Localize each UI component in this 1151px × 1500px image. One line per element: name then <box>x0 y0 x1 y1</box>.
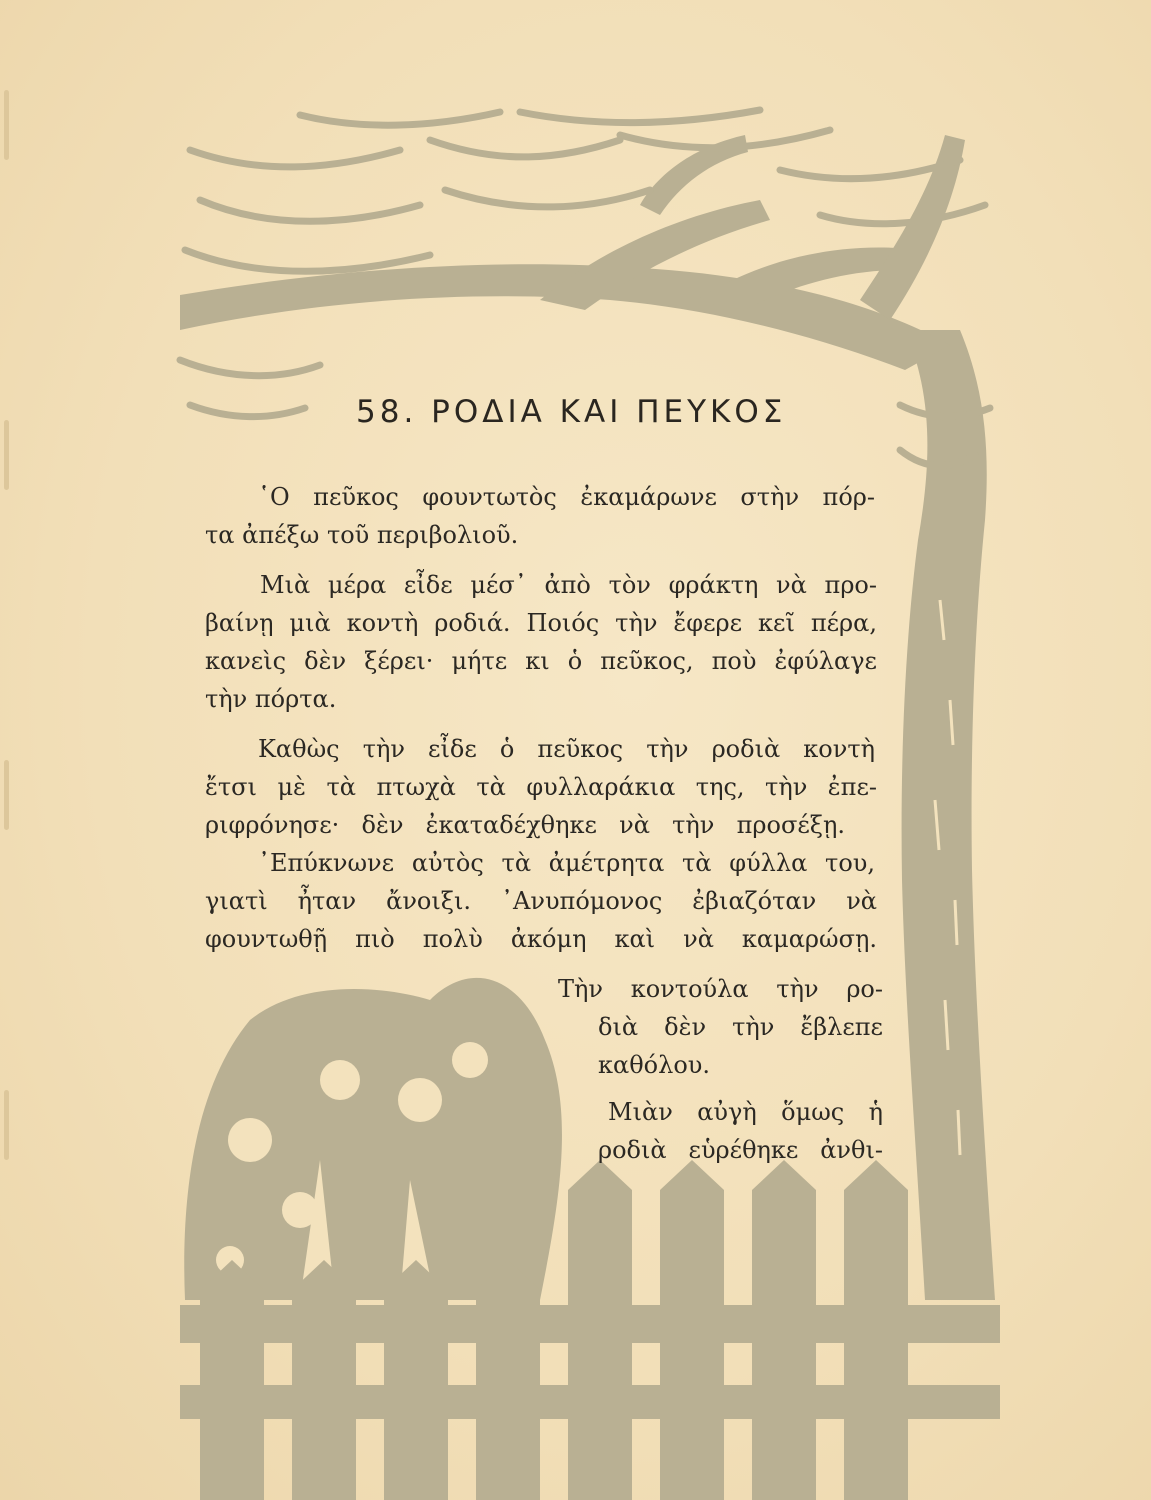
text-line: Τὴν κοντούλα τὴν ρο- <box>558 975 883 1003</box>
text-line: Μιὰν αὐγὴ ὅμως ἡ <box>608 1098 883 1126</box>
text-line: ριφρόνησε· δὲν ἐκαταδέχθηκε νὰ τὴν προσέξῃ. <box>205 811 845 839</box>
text-line: Μιὰ μέρα εἶδε μέσ᾿ ἀπὸ τὸν φράκτη νὰ προ- <box>260 571 877 599</box>
text-line: γιατὶ ἦταν ἄνοιξι. ᾿Ανυπόμονος ἐβιαζόταν νὰ <box>205 887 877 915</box>
text-line: καθόλου. <box>598 1051 710 1079</box>
text-line: ἔτσι μὲ τὰ πτωχὰ τὰ φυλλαράκια της, τὴν ἐπε- <box>205 773 877 801</box>
chapter-number: 58. <box>356 394 418 430</box>
chapter-title <box>356 394 786 430</box>
text-line: κανεὶς δὲν ξέρει· μήτε κι ὁ πεῦκος, ποὺ ἐφύλαγε <box>205 647 877 675</box>
text-line: ᾿Επύκνωνε αὐτὸς τὰ ἀμέτρητα τὰ φύλλα του, <box>258 849 875 877</box>
text-line: τα ἀπέξω τοῦ περιβολιοῦ. <box>205 521 519 549</box>
text-line: βαίνῃ μιὰ κοντὴ ροδιά. Ποιός τὴν ἔφερε κεῖ πέρα, <box>205 609 877 637</box>
text-line: φουντωθῇ πιὸ πολὺ ἀκόμη καὶ νὰ καμαρώσῃ. <box>205 925 877 953</box>
text-line: ροδιὰ εὑρέθηκε ἀνθι- <box>598 1136 883 1164</box>
text-line: Καθὼς τὴν εἶδε ὁ πεῦκος τὴν ροδιὰ κοντὴ <box>258 735 875 763</box>
chapter-heading: ΡΟΔΙΑ ΚΑΙ ΠΕΥΚΟΣ <box>431 394 787 430</box>
text-line: τὴν πόρτα. <box>205 685 337 713</box>
text-line: ῾Ο πεῦκος φουντωτὸς ἐκαμάρωνε στὴν πόρ- <box>258 483 875 511</box>
text-line: διὰ δὲν τὴν ἔβλεπε <box>598 1013 883 1041</box>
